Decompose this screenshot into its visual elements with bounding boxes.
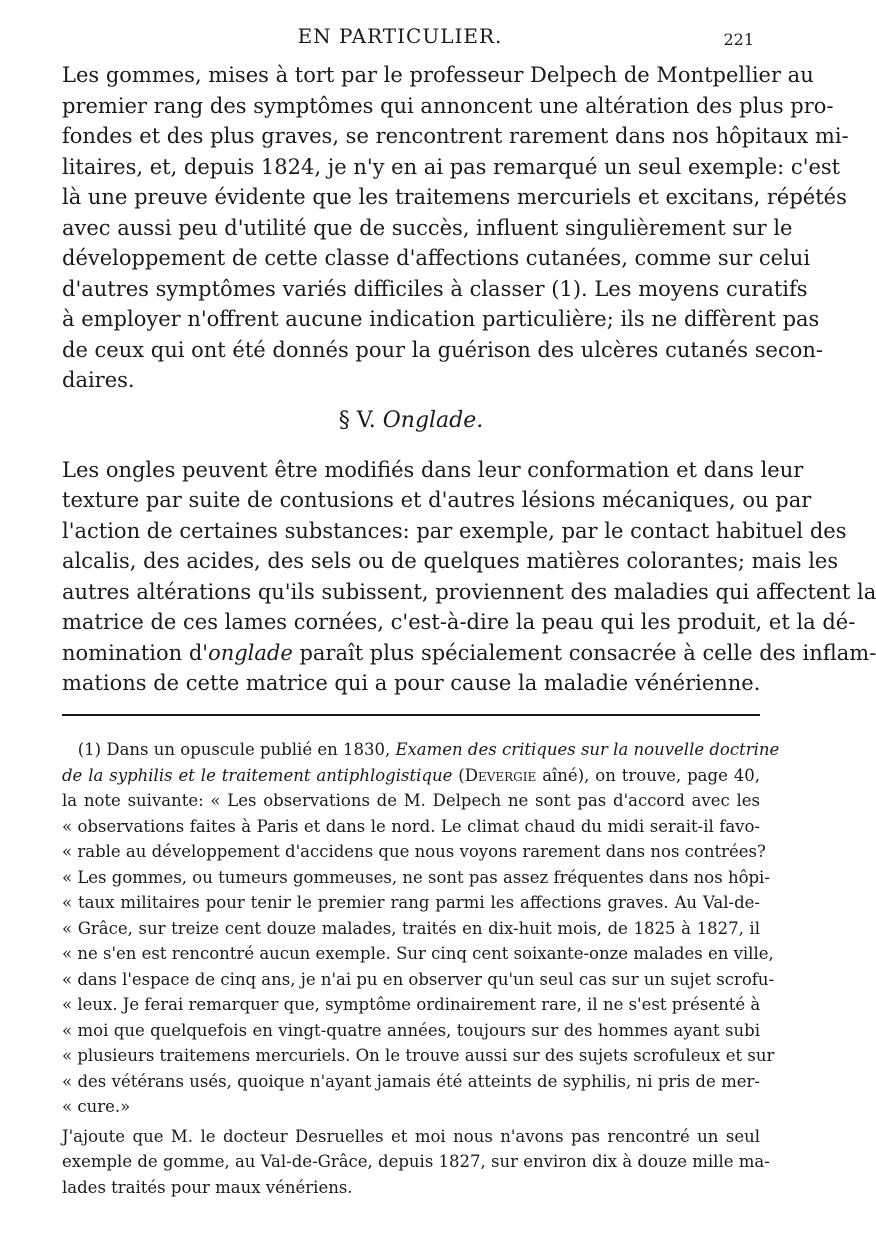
text-line: « Les gommes, ou tumeurs gommeuses, ne sont pas assez fréquentes dans nos hôpi- xyxy=(62,867,770,887)
footnote-rule xyxy=(62,714,760,716)
text-line: « taux militaires pour tenir le premier rang parmi les affections graves. Au Val-de- xyxy=(62,893,760,912)
text-line: fondes et des plus graves, se rencontrent rarement dans nos hôpitaux mi- xyxy=(62,124,849,148)
page-number: 221 xyxy=(723,30,754,49)
text-line: Les gommes, mises à tort par le professeur Delpech de Montpellier au xyxy=(62,63,814,87)
text-run: ( xyxy=(452,765,465,785)
text-line: matrice de ces lames cornées, c'est-à-dire la peau qui les produit, et la dé- xyxy=(62,610,856,634)
text-line: « cure.» xyxy=(62,1097,131,1116)
footnote-closing xyxy=(62,1124,770,1201)
text-line: « des vétérans usés, quoique n'ayant jamais été atteints de syphilis, ni pris de mer- xyxy=(62,1071,760,1091)
text-line: alcalis, des acides, des sels ou de quelques matières colorantes; mais les xyxy=(62,549,839,573)
text-line: mations de cette matrice qui a pour cause la maladie vénérienne. xyxy=(62,671,761,695)
author-name: Devergie xyxy=(464,765,537,785)
text-line: « ne s'en est rencontré aucun exemple. Sur cinq cent soixante-onze malades en ville, xyxy=(62,944,774,963)
text-line: texture par suite de contusions et d'autres lésions mécaniques, ou par xyxy=(62,488,812,512)
cited-title: Examen des critiques sur la nouvelle doctrine xyxy=(395,740,780,759)
text-line: la note suivante: « Les observations de M. Delpech ne sont pas d'accord avec les xyxy=(62,791,760,810)
text-line: « Grâce, sur treize cent douze malades, traités en dix-huit mois, de 1825 à 1827, il xyxy=(62,918,760,938)
running-head xyxy=(0,24,800,54)
footnote-1 xyxy=(62,737,780,1120)
text-run: (1) Dans un opuscule publié en 1830, xyxy=(77,740,396,759)
text-line: « plusieurs traitemens mercuriels. On le trouve aussi sur des sujets scrofuleux et sur xyxy=(62,1046,775,1065)
paragraph-gommes xyxy=(62,60,849,396)
text-line: J'ajoute que M. le docteur Desruelles et moi nous n'avons pas rencontré un seul xyxy=(62,1126,760,1146)
text-line: « leux. Je ferai remarquer que, symptôme ordinairement rare, il ne s'est présenté à xyxy=(62,995,761,1014)
text-line: d'autres symptômes variés difficiles à classer (1). Les moyens curatifs xyxy=(62,276,808,301)
text-line: « observations faites à Paris et dans le nord. Le climat chaud du midi serait-il favo- xyxy=(62,816,760,836)
text-line: litaires, et, depuis 1824, je n'y en ai pas remarqué un seul exemple: c'est xyxy=(62,154,841,179)
text-line: développement de cette classe d'affections cutanées, comme sur celui xyxy=(62,246,811,270)
text-line: autres altérations qu'ils subissent, proviennent des maladies qui affectent la xyxy=(62,579,876,604)
main-text xyxy=(62,60,876,699)
text-line: « dans l'espace de cinq ans, je n'ai pu en observer qu'un seul cas sur un sujet scrofu- xyxy=(62,969,775,989)
paragraph-onglade xyxy=(62,455,876,699)
text-run: paraît plus spécialement consacrée à celle des inflam- xyxy=(292,640,876,665)
section-heading xyxy=(62,408,760,433)
running-title: EN PARTICULIER. xyxy=(297,24,503,48)
section-title: Onglade. xyxy=(382,407,484,433)
footnotes xyxy=(62,737,780,1200)
text-line: « moi que quelquefois en vingt-quatre années, toujours sur des hommes ayant subi xyxy=(62,1020,760,1040)
text-line: avec aussi peu d'utilité que de succès, influent singulièrement sur le xyxy=(62,215,793,240)
text-line: là une preuve évidente que les traitemens mercuriels et excitans, répétés xyxy=(62,185,847,209)
text-line: daires. xyxy=(62,368,135,392)
text-line xyxy=(62,638,876,669)
text-line xyxy=(62,737,780,763)
text-line xyxy=(62,763,760,789)
text-line: lades traités pour maux vénériens. xyxy=(62,1177,353,1197)
text-line: exemple de gomme, au Val-de-Grâce, depuis 1827, sur environ dix à douze mille ma- xyxy=(62,1152,770,1171)
text-line: Les ongles peuvent être modifiés dans leur conformation et dans leur xyxy=(62,457,804,482)
text-run: nomination d' xyxy=(62,640,209,665)
term-onglade: onglade xyxy=(208,640,293,665)
text-line: « rable au développement d'accidens que nous voyons rarement dans nos contrées? xyxy=(62,842,766,861)
text-line: l'action de certaines substances: par exemple, par le contact habituel des xyxy=(62,518,847,543)
cited-title: de la syphilis et le traitement antiphlogistique xyxy=(62,765,453,785)
section-number: § V. xyxy=(338,407,376,433)
text-run: aîné), on trouve, page 40, xyxy=(536,765,761,785)
text-line: de ceux qui ont été donnés pour la guérison des ulcères cutanés secon- xyxy=(62,337,823,362)
text-line: à employer n'offrent aucune indication particulière; ils ne diffèrent pas xyxy=(62,307,820,331)
text-line: premier rang des symptômes qui annoncent une altération des plus pro- xyxy=(62,93,834,118)
